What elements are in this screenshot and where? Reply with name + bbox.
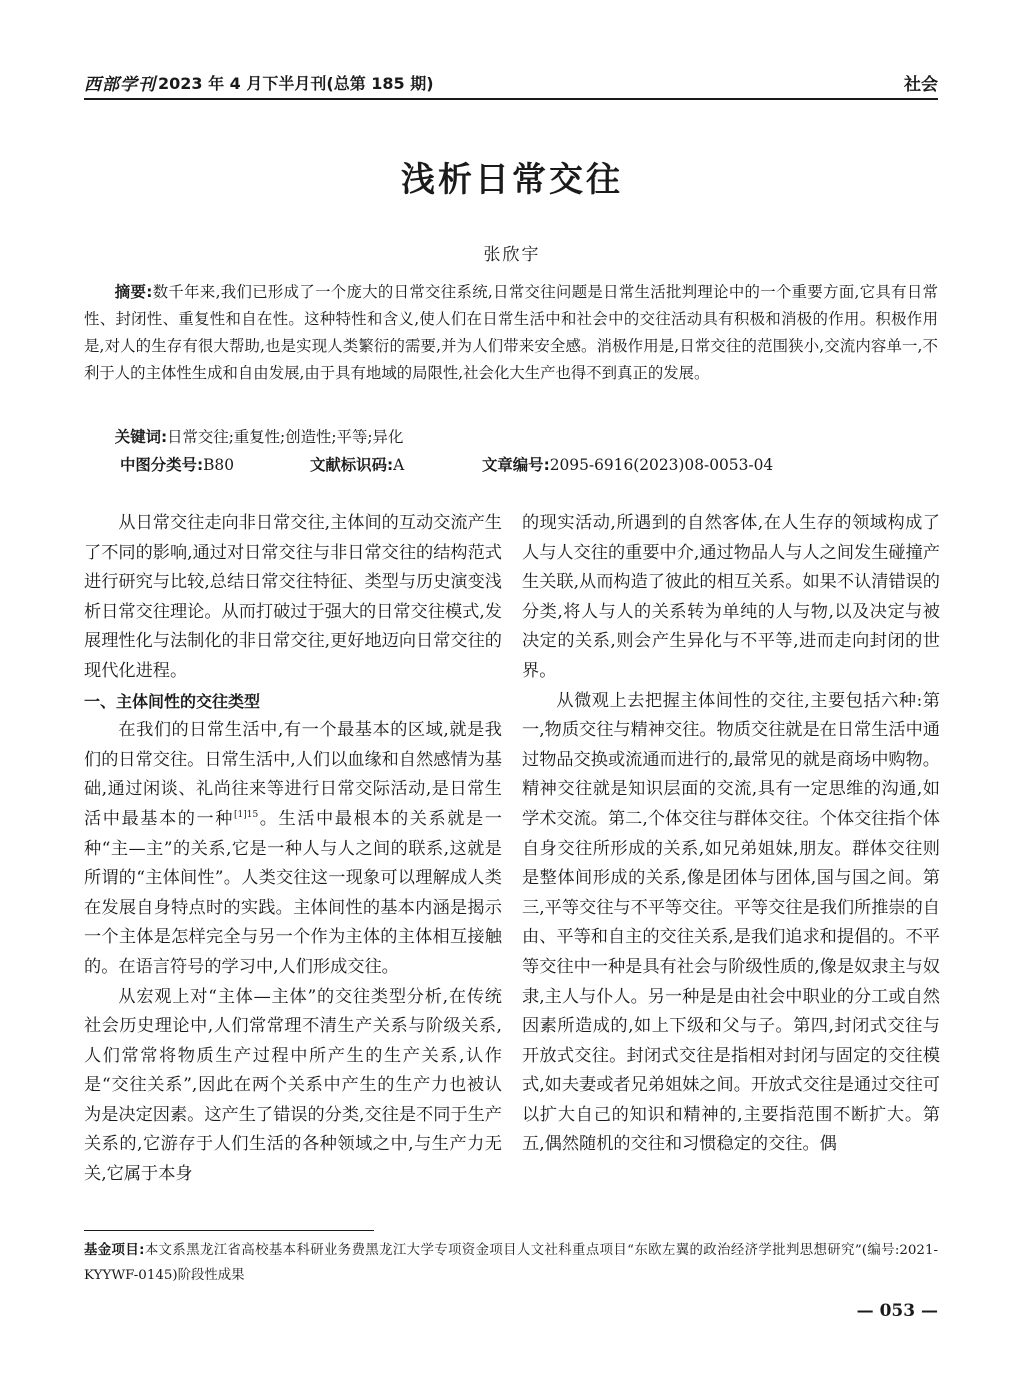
citation-ref: [1]15 xyxy=(234,809,259,820)
issue-info: 2023 年 4 月下半月刊(总第 185 期) xyxy=(158,73,434,93)
page-number: — 053 — xyxy=(856,1301,938,1321)
article-title: 浅析日常交往 xyxy=(401,160,623,200)
keywords-label: 关键词: xyxy=(114,428,168,446)
keywords-text: 日常交往;重复性;创造性;平等;异化 xyxy=(167,428,404,446)
paragraph-intro: 从日常交往走向非日常交往,主体间的互动交流产生了不同的影响,通过对日常交往与非日常交往的结构范式进行研究与比较,总结日常交往特征、类型与历史演变浅析日常交往理论。从而打破过于强大的日常交往模式,发展理性化与法制化的非日常交往,更好地迈向日常交往的现代化进程。 xyxy=(84,513,502,681)
keywords xyxy=(84,424,938,451)
abstract-text: 数千年来,我们已形成了一个庞大的日常交往系统,日常交往问题是日常生活批判理论中的一个重要方面,它具有日常性、封闭性、重复性和自在性。这种特性和含义,使人们在日常生活中和社会中的交往活动具有积极和消极的作用。积极作用是,对人的生存有很大帮助,也是实现人类繁衍的需要,并为人们带来安全感。消极作用是,日常交往的范围狭小,交流内容单一,不利于人的主体性生成和自由发展,由于具有地域的局限性,社会化大生产也得不到真正的发展。 xyxy=(84,283,939,382)
doc-code-label: 文献标识码: xyxy=(310,456,394,474)
footnote-rule xyxy=(84,1230,374,1231)
article-number-value: 2095-6916(2023)08-0053-04 xyxy=(549,456,774,474)
paragraph-daily-interaction-b: 。生活中最根本的关系就是一种“主—主”的关系,它是一种人与人之间的联系,这就是所谓的“主体间性”。人类交往这一现象可以理解成人类在发展自身特点时的实践。主体间性的基本内涵是揭示一个主体是怎样完全与另一个作为主体的主体相互接触的。在语言符号的学习中,人们形成交往。 xyxy=(84,808,502,977)
header-left xyxy=(84,70,434,95)
funding-label: 基金项目: xyxy=(84,1243,145,1258)
paragraph-daily-interaction xyxy=(84,716,502,982)
journal-logo: 西部学刊 xyxy=(84,74,156,95)
abstract-label: 摘要: xyxy=(114,283,153,301)
section-name: 社会 xyxy=(904,74,938,95)
doc-code-value: A xyxy=(393,456,405,474)
clc-item xyxy=(120,452,310,479)
right-column xyxy=(522,509,940,1160)
section-heading-1: 一、主体间性的交往类型 xyxy=(84,691,261,711)
doc-code-item xyxy=(310,452,482,479)
running-header xyxy=(84,66,938,100)
paragraph-micro-analysis: 从微观上去把握主体间性的交往,主要包括六种:第一,物质交往与精神交往。物质交往就是在日常生活中通过物品交换或流通而进行的,最常见的就是商场中购物。精神交往就是知识层面的交流,具有一定思维的沟通,如学术交流。第二,个体交往与群体交往。个体交往指个体自身交往所形成的关系,如兄弟姐妹,朋友。群体交往则是整体间形成的关系,像是团体与团体,国与国之间。第三,平等交往与不平等交往。平等交往是我们所推崇的自由、平等和自主的交往关系,是我们追求和提倡的。不平等交往中一种是具有社会与阶级性质的,像是奴隶主与奴隶,主人与仆人。另一种是是由社会中职业的分工或自然因素所造成的,如上下级和父与子。第四,封闭式交往与开放式交往。封闭式交往是指相对封闭与固定的交往模式,如夫妻或者兄弟姐妹之间。开放式交往是通过交往可以扩大自己的知识和精神的,主要指范围不断扩大。第五,偶然随机的交往和习惯稳定的交往。偶 xyxy=(522,690,940,1155)
paragraph-macro-analysis: 从宏观上对“主体—主体”的交往类型分析,在传统社会历史理论中,人们常常理不清生产关系与阶级关系,人们常常将物质生产过程中所产生的生产关系,认作是“交往关系”,因此在两个关系中产生的生产力也被认为是决定因素。这产生了错误的分类,交往是不同于生产关系的,它游存于人们生活的各种领域之中,与生产力无关,它属于本身 xyxy=(84,986,502,1185)
body-columns xyxy=(84,509,940,1217)
paragraph-continuation: 的现实活动,所遇到的自然客体,在人生存的领域构成了人与人交往的重要中介,通过物品人与人之间发生碰撞产生关联,从而构造了彼此的相互关系。如果不认清错误的分类,将人与人的关系转为单纯的人与物,以及决定与被决定的关系,则会产生异化与不平等,进而走向封闭的世界。 xyxy=(522,513,940,681)
article-number-label: 文章编号: xyxy=(482,456,550,474)
funding-text: 本文系黑龙江省高校基本科研业务费黑龙江大学专项资金项目人文社科重点项目“东欧左翼的政治经济学批判思想研究”(编号:2021-KYYWF-0145)阶段性成果 xyxy=(84,1243,939,1283)
paragraph-daily-interaction-a: 在我们的日常生活中,有一个最基本的区域,就是我们的日常交往。日常生活中,人们以血缘和自然感情为基础,通过闲谈、礼尚往来等进行日常交际活动,是日常生活中最基本的一种 xyxy=(84,720,502,829)
left-column xyxy=(84,509,502,1190)
abstract xyxy=(84,279,938,387)
article-number-item xyxy=(482,452,773,479)
article-author: 张欣宇 xyxy=(483,245,541,265)
clc-value: B80 xyxy=(203,456,235,474)
funding-note xyxy=(84,1238,938,1288)
classification-line xyxy=(120,452,938,479)
clc-label: 中图分类号: xyxy=(120,456,204,474)
